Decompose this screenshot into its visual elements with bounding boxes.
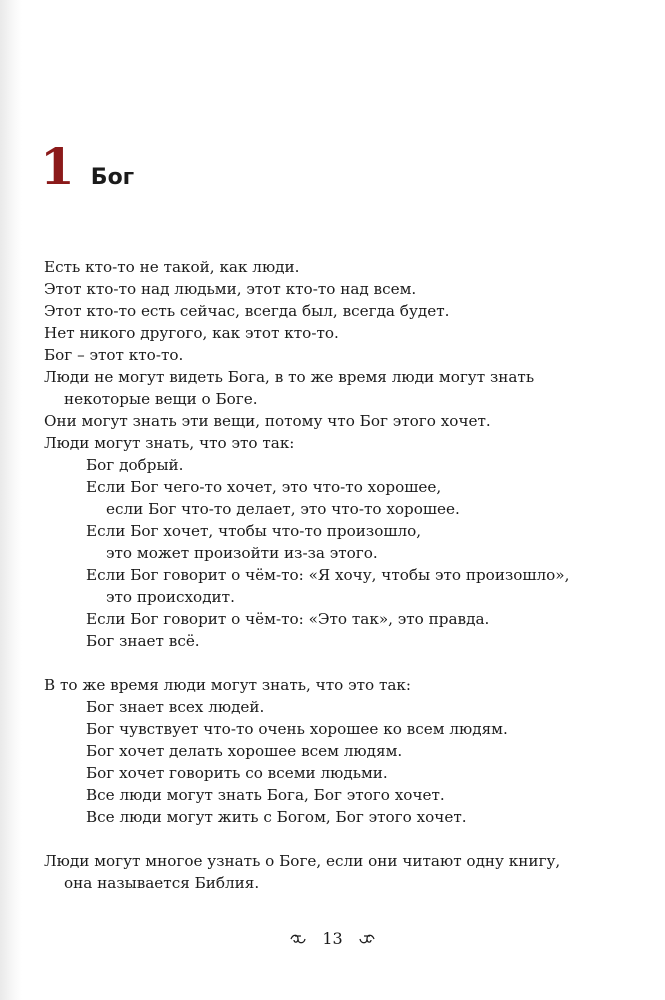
text-line: Люди не могут видеть Бога, в то же время люди могут знать xyxy=(44,368,535,386)
paragraph xyxy=(44,674,644,828)
text-line: Если Бог хочет, чтобы что-то произошло, xyxy=(86,522,422,540)
fleuron-icon xyxy=(289,932,307,946)
fleuron-icon xyxy=(358,932,376,946)
text-line: Этот кто-то над людьми, этот кто-то над всем. xyxy=(44,280,417,298)
text-line: Бог знает всё. xyxy=(86,632,200,650)
chapter-title: Бог xyxy=(90,165,135,190)
text-line: Они могут знать эти вещи, потому что Бог этого хочет. xyxy=(44,412,491,430)
page-number: 13 xyxy=(322,929,343,948)
text-line: Люди могут знать, что это так: xyxy=(44,434,295,452)
chapter-number: 1 xyxy=(40,137,75,196)
text-line: она называется Библия. xyxy=(64,874,260,892)
text-line: если Бог что-то делает, это что-то хорошее. xyxy=(106,500,460,518)
text-line: это может произойти из-за этого. xyxy=(106,544,378,562)
chapter-heading xyxy=(40,137,135,202)
text-line: Бог хочет говорить со всеми людьми. xyxy=(86,764,388,782)
text-line: Бог – этот кто-то. xyxy=(44,346,184,364)
paragraph xyxy=(44,850,644,894)
text-line: Все люди могут жить с Богом, Бог этого хочет. xyxy=(86,808,467,826)
text-line: Бог хочет делать хорошее всем людям. xyxy=(86,742,403,760)
paragraph-gap xyxy=(44,652,644,674)
page-gutter-shadow xyxy=(0,0,22,1000)
text-line: Люди могут многое узнать о Боге, если они читают одну книгу, xyxy=(44,852,561,870)
page-footer xyxy=(0,928,665,948)
text-line: В то же время люди могут знать, что это так: xyxy=(44,676,412,694)
text-line: это происходит. xyxy=(106,588,235,606)
text-line: Все люди могут знать Бога, Бог этого хочет. xyxy=(86,786,445,804)
text-line: Бог знает всех людей. xyxy=(86,698,265,716)
text-line: Этот кто-то есть сейчас, всегда был, всегда будет. xyxy=(44,302,450,320)
paragraph-gap xyxy=(44,828,644,850)
text-line: некоторые вещи о Боге. xyxy=(64,390,258,408)
paragraph xyxy=(44,256,644,652)
text-line: Нет никого другого, как этот кто-то. xyxy=(44,324,339,342)
text-line: Если Бог говорит о чём-то: «Это так», это правда. xyxy=(86,610,490,628)
text-line: Бог чувствует что-то очень хорошее ко всем людям. xyxy=(86,720,508,738)
body-text xyxy=(44,256,644,894)
text-line: Бог добрый. xyxy=(86,456,184,474)
text-line: Если Бог говорит о чём-то: «Я хочу, чтобы это произошло», xyxy=(86,566,570,584)
text-line: Есть кто-то не такой, как люди. xyxy=(44,258,300,276)
text-line: Если Бог чего-то хочет, это что-то хорошее, xyxy=(86,478,442,496)
